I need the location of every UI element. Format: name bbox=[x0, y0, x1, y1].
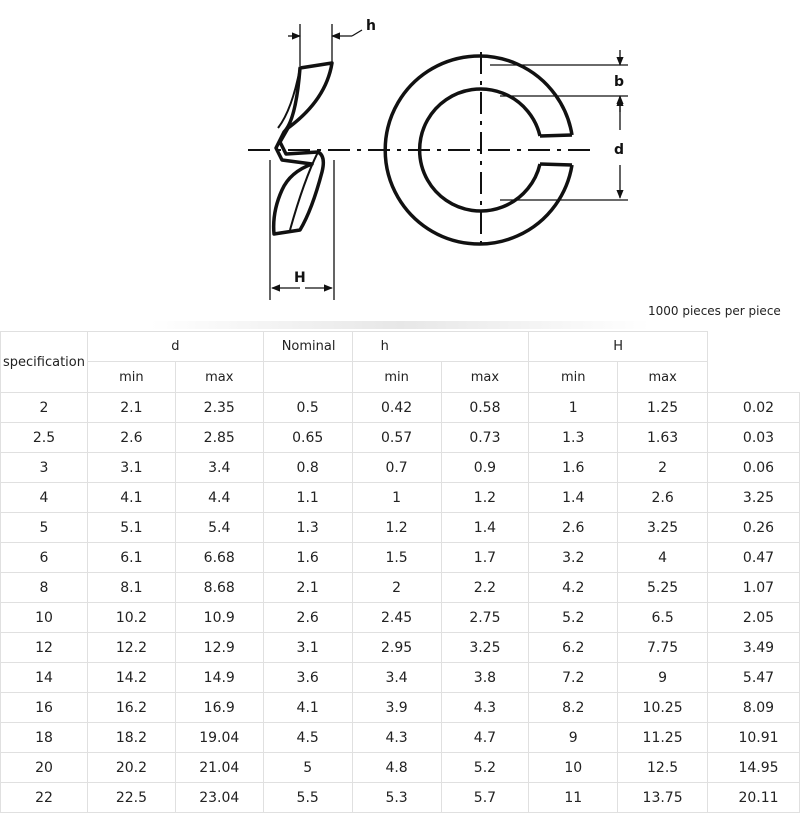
cell-h-min: 4.3 bbox=[352, 723, 441, 753]
cell-d-min: 20.2 bbox=[87, 753, 175, 783]
cell-nominal: 3.6 bbox=[263, 663, 352, 693]
cell-h-max: 4.7 bbox=[441, 723, 529, 753]
cell-weight: 0.26 bbox=[708, 513, 800, 543]
cell-nominal: 0.5 bbox=[263, 393, 352, 423]
header-d: d bbox=[87, 332, 263, 362]
cell-spec: 3 bbox=[1, 453, 88, 483]
subheader-H-min: min bbox=[529, 362, 618, 393]
table-row bbox=[1, 663, 800, 693]
h-dimension bbox=[288, 24, 362, 66]
cell-d-max: 4.4 bbox=[175, 483, 263, 513]
cell-H-max: 3.25 bbox=[618, 513, 708, 543]
cell-H-min: 5.2 bbox=[529, 603, 618, 633]
cell-H-min: 9 bbox=[529, 723, 618, 753]
cell-H-min: 10 bbox=[529, 753, 618, 783]
cell-d-min: 6.1 bbox=[87, 543, 175, 573]
cell-H-min: 8.2 bbox=[529, 693, 618, 723]
cell-h-max: 2.75 bbox=[441, 603, 529, 633]
table-row bbox=[1, 603, 800, 633]
cell-H-min: 2.6 bbox=[529, 513, 618, 543]
cell-h-min: 4.8 bbox=[352, 753, 441, 783]
cell-spec: 16 bbox=[1, 693, 88, 723]
header-H: H bbox=[529, 332, 708, 362]
cell-H-min: 3.2 bbox=[529, 543, 618, 573]
cell-d-max: 3.4 bbox=[175, 453, 263, 483]
cell-spec: 22 bbox=[1, 783, 88, 813]
cell-H-max: 13.75 bbox=[618, 783, 708, 813]
spec-table-body bbox=[1, 393, 800, 813]
cell-d-min: 5.1 bbox=[87, 513, 175, 543]
cell-h-min: 0.57 bbox=[352, 423, 441, 453]
table-row bbox=[1, 573, 800, 603]
washer-technical-drawing bbox=[0, 0, 800, 310]
cell-nominal: 4.5 bbox=[263, 723, 352, 753]
cell-h-min: 0.42 bbox=[352, 393, 441, 423]
cell-d-max: 23.04 bbox=[175, 783, 263, 813]
cell-weight: 20.11 bbox=[708, 783, 800, 813]
cell-h-min: 2 bbox=[352, 573, 441, 603]
cell-h-min: 2.45 bbox=[352, 603, 441, 633]
table-row bbox=[1, 453, 800, 483]
cell-H-min: 1.3 bbox=[529, 423, 618, 453]
subheader-nominal-blank bbox=[263, 362, 352, 393]
cell-h-min: 3.9 bbox=[352, 693, 441, 723]
cell-weight: 8.09 bbox=[708, 693, 800, 723]
table-row bbox=[1, 633, 800, 663]
cell-spec: 6 bbox=[1, 543, 88, 573]
table-row bbox=[1, 513, 800, 543]
cell-H-max: 4 bbox=[618, 543, 708, 573]
cell-H-min: 6.2 bbox=[529, 633, 618, 663]
cell-h-max: 0.73 bbox=[441, 423, 529, 453]
cell-h-max: 3.25 bbox=[441, 633, 529, 663]
table-row bbox=[1, 483, 800, 513]
cell-weight: 5.47 bbox=[708, 663, 800, 693]
scan-smudge bbox=[150, 321, 650, 329]
cell-H-min: 1 bbox=[529, 393, 618, 423]
cell-weight: 3.49 bbox=[708, 633, 800, 663]
cell-weight: 1.07 bbox=[708, 573, 800, 603]
cell-spec: 2 bbox=[1, 393, 88, 423]
cell-H-min: 11 bbox=[529, 783, 618, 813]
table-row bbox=[1, 393, 800, 423]
cell-weight: 0.47 bbox=[708, 543, 800, 573]
cell-H-max: 2 bbox=[618, 453, 708, 483]
cell-nominal: 3.1 bbox=[263, 633, 352, 663]
cell-H-max: 1.63 bbox=[618, 423, 708, 453]
cell-d-max: 2.85 bbox=[175, 423, 263, 453]
subheader-h-min: min bbox=[352, 362, 441, 393]
table-row bbox=[1, 783, 800, 813]
cell-spec: 20 bbox=[1, 753, 88, 783]
cell-H-max: 12.5 bbox=[618, 753, 708, 783]
cell-H-min: 1.4 bbox=[529, 483, 618, 513]
cell-nominal: 0.8 bbox=[263, 453, 352, 483]
cell-h-max: 4.3 bbox=[441, 693, 529, 723]
table-row bbox=[1, 423, 800, 453]
cell-h-max: 0.9 bbox=[441, 453, 529, 483]
cell-weight: 0.02 bbox=[708, 393, 800, 423]
b-dimension-label: b bbox=[614, 74, 625, 90]
cell-H-max: 7.75 bbox=[618, 633, 708, 663]
cell-H-max: 11.25 bbox=[618, 723, 708, 753]
header-nominal: Nominal bbox=[263, 332, 352, 362]
cell-h-max: 0.58 bbox=[441, 393, 529, 423]
subheader-H-max: max bbox=[618, 362, 708, 393]
cell-d-max: 5.4 bbox=[175, 513, 263, 543]
cell-h-max: 3.8 bbox=[441, 663, 529, 693]
table-row bbox=[1, 693, 800, 723]
cell-d-min: 22.5 bbox=[87, 783, 175, 813]
cell-h-max: 2.2 bbox=[441, 573, 529, 603]
spring-washer-spec-table bbox=[0, 331, 800, 813]
cell-d-min: 10.2 bbox=[87, 603, 175, 633]
cell-weight: 0.06 bbox=[708, 453, 800, 483]
cell-d-min: 12.2 bbox=[87, 633, 175, 663]
cell-d-min: 8.1 bbox=[87, 573, 175, 603]
cell-h-max: 1.7 bbox=[441, 543, 529, 573]
cell-d-min: 3.1 bbox=[87, 453, 175, 483]
cell-h-min: 1.2 bbox=[352, 513, 441, 543]
cell-d-min: 14.2 bbox=[87, 663, 175, 693]
cell-d-max: 10.9 bbox=[175, 603, 263, 633]
table-row bbox=[1, 723, 800, 753]
cell-h-min: 1 bbox=[352, 483, 441, 513]
cell-h-min: 5.3 bbox=[352, 783, 441, 813]
cell-H-max: 6.5 bbox=[618, 603, 708, 633]
cell-H-max: 1.25 bbox=[618, 393, 708, 423]
cell-d-min: 2.6 bbox=[87, 423, 175, 453]
d-dimension-label: d bbox=[614, 142, 625, 158]
cell-nominal: 2.1 bbox=[263, 573, 352, 603]
cell-weight: 2.05 bbox=[708, 603, 800, 633]
cell-weight: 0.03 bbox=[708, 423, 800, 453]
cell-H-min: 7.2 bbox=[529, 663, 618, 693]
cell-H-max: 5.25 bbox=[618, 573, 708, 603]
cell-d-max: 14.9 bbox=[175, 663, 263, 693]
cell-spec: 5 bbox=[1, 513, 88, 543]
table-row bbox=[1, 753, 800, 783]
cell-H-max: 2.6 bbox=[618, 483, 708, 513]
cell-spec: 8 bbox=[1, 573, 88, 603]
cell-nominal: 0.65 bbox=[263, 423, 352, 453]
header-h: h bbox=[352, 332, 529, 362]
h-dimension-label: h bbox=[366, 18, 376, 34]
subheader-h-max: max bbox=[441, 362, 529, 393]
cell-weight: 3.25 bbox=[708, 483, 800, 513]
cell-h-min: 3.4 bbox=[352, 663, 441, 693]
cell-d-max: 16.9 bbox=[175, 693, 263, 723]
cell-d-min: 18.2 bbox=[87, 723, 175, 753]
cell-spec: 18 bbox=[1, 723, 88, 753]
header-blank bbox=[708, 332, 800, 393]
cell-d-min: 2.1 bbox=[87, 393, 175, 423]
cell-H-max: 10.25 bbox=[618, 693, 708, 723]
cell-spec: 10 bbox=[1, 603, 88, 633]
cell-h-max: 1.4 bbox=[441, 513, 529, 543]
cell-spec: 14 bbox=[1, 663, 88, 693]
cell-nominal: 1.3 bbox=[263, 513, 352, 543]
cell-nominal: 4.1 bbox=[263, 693, 352, 723]
cell-nominal: 1.6 bbox=[263, 543, 352, 573]
cell-nominal: 2.6 bbox=[263, 603, 352, 633]
header-specification: specification bbox=[1, 332, 88, 393]
cell-d-max: 2.35 bbox=[175, 393, 263, 423]
cell-h-max: 1.2 bbox=[441, 483, 529, 513]
cell-d-max: 21.04 bbox=[175, 753, 263, 783]
cell-nominal: 1.1 bbox=[263, 483, 352, 513]
cell-d-min: 4.1 bbox=[87, 483, 175, 513]
cell-weight: 10.91 bbox=[708, 723, 800, 753]
cell-d-max: 8.68 bbox=[175, 573, 263, 603]
cell-h-max: 5.7 bbox=[441, 783, 529, 813]
table-row bbox=[1, 543, 800, 573]
subheader-d-max: max bbox=[175, 362, 263, 393]
cell-d-max: 19.04 bbox=[175, 723, 263, 753]
cell-h-max: 5.2 bbox=[441, 753, 529, 783]
cell-spec: 4 bbox=[1, 483, 88, 513]
cell-H-max: 9 bbox=[618, 663, 708, 693]
subheader-d-min: min bbox=[87, 362, 175, 393]
cell-h-min: 2.95 bbox=[352, 633, 441, 663]
washer-side-view bbox=[274, 63, 332, 234]
cell-d-max: 12.9 bbox=[175, 633, 263, 663]
cell-H-min: 4.2 bbox=[529, 573, 618, 603]
cell-nominal: 5 bbox=[263, 753, 352, 783]
cell-d-min: 16.2 bbox=[87, 693, 175, 723]
cell-nominal: 5.5 bbox=[263, 783, 352, 813]
cell-weight: 14.95 bbox=[708, 753, 800, 783]
cell-H-min: 1.6 bbox=[529, 453, 618, 483]
cell-h-min: 1.5 bbox=[352, 543, 441, 573]
packaging-caption: 1000 pieces per piece bbox=[648, 304, 781, 318]
cell-h-min: 0.7 bbox=[352, 453, 441, 483]
cell-spec: 12 bbox=[1, 633, 88, 663]
H-dimension-label: H bbox=[294, 270, 306, 286]
cell-spec: 2.5 bbox=[1, 423, 88, 453]
cell-d-max: 6.68 bbox=[175, 543, 263, 573]
